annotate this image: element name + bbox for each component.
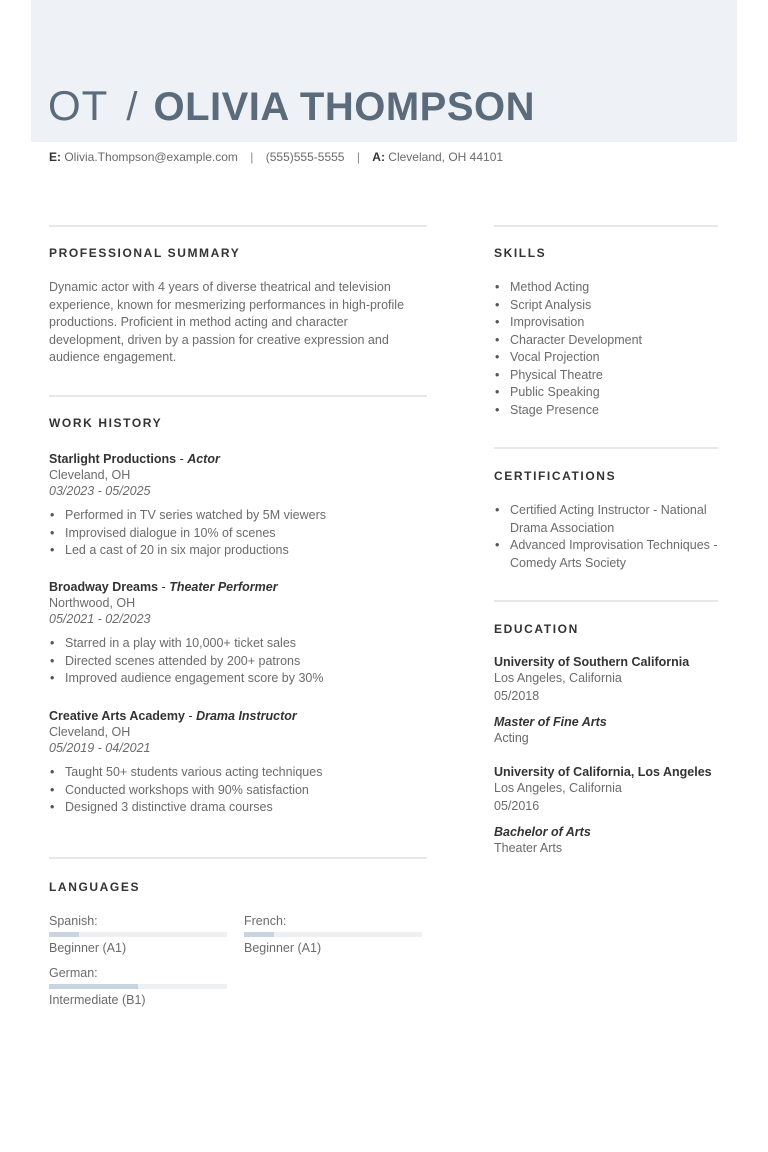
job-bullets [49, 764, 427, 817]
education-school: University of Southern California [494, 655, 690, 669]
languages-heading: LANGUAGES [49, 880, 141, 894]
list-item: • Designed 3 distinctive drama courses [49, 799, 427, 817]
phone[interactable]: (555)555-5555 [265, 150, 345, 164]
section-divider [494, 600, 718, 602]
education-date: 05/2016 [494, 799, 540, 813]
job-company: Creative Arts Academy [49, 709, 185, 723]
list-item: • Improvised dialogue in 10% of scenes [49, 525, 427, 543]
education-degree: Master of Fine Arts [494, 715, 607, 729]
address-label: A: [372, 150, 385, 164]
education-field: Theater Arts [494, 841, 563, 855]
language-level: Beginner (A1) [244, 941, 322, 955]
initials: OT [48, 82, 109, 129]
job-bullets [49, 635, 427, 688]
list-item: • Stage Presence [494, 402, 718, 420]
name-line [48, 82, 535, 132]
list-item: • Method Acting [494, 279, 718, 297]
education-school: University of California, Los Angeles [494, 765, 712, 779]
language-bar-fill [49, 984, 138, 989]
education-date: 05/2018 [494, 689, 540, 703]
language-level: Intermediate (B1) [49, 993, 146, 1007]
work-history-heading: WORK HISTORY [49, 416, 163, 430]
list-item: • Performed in TV series watched by 5M viewers [49, 507, 427, 525]
job-title-line [49, 580, 427, 594]
name-separator: / [126, 85, 138, 129]
list-item: • Advanced Improvisation Techniques - Comedy Arts Society [494, 537, 718, 572]
job-entry [49, 580, 427, 688]
contact-separator: | [250, 150, 254, 164]
job-bullets [49, 507, 427, 560]
language-item [244, 914, 422, 955]
list-item: • Conducted workshops with 90% satisfaction [49, 782, 427, 800]
language-bar [244, 932, 422, 937]
list-item: • Directed scenes attended by 200+ patrons [49, 653, 427, 671]
list-item: • Physical Theatre [494, 367, 718, 385]
list-item: • Character Development [494, 332, 718, 350]
list-item: • Starred in a play with 10,000+ ticket sales [49, 635, 427, 653]
job-dates: 05/2019 - 04/2021 [49, 741, 151, 755]
certifications-heading: CERTIFICATIONS [494, 469, 617, 483]
language-item [49, 914, 227, 955]
job-dates: 03/2023 - 05/2025 [49, 484, 151, 498]
list-item: • Improved audience engagement score by 30% [49, 670, 427, 688]
email[interactable]: Olivia.Thompson@example.com [64, 150, 238, 164]
job-location: Northwood, OH [49, 596, 136, 610]
contact-line [49, 150, 503, 164]
education-heading: EDUCATION [494, 622, 579, 636]
language-name: French: [244, 914, 287, 928]
education-location: Los Angeles, California [494, 781, 622, 795]
section-divider [49, 225, 427, 227]
education-entry [494, 655, 718, 747]
job-dash: - [184, 709, 197, 723]
list-item: • Script Analysis [494, 297, 718, 315]
section-divider [49, 395, 427, 397]
list-item: • Taught 50+ students various acting techniques [49, 764, 427, 782]
skills-heading: SKILLS [494, 246, 547, 260]
job-location: Cleveland, OH [49, 725, 131, 739]
job-dash: - [158, 580, 170, 594]
job-dash: - [176, 452, 188, 466]
job-title-line [49, 709, 427, 723]
language-bar [49, 984, 227, 989]
education-field: Acting [494, 731, 529, 745]
education-entry [494, 765, 718, 857]
job-company: Starlight Productions [49, 452, 177, 466]
job-company: Broadway Dreams [49, 580, 159, 594]
language-level: Beginner (A1) [49, 941, 127, 955]
certifications-list [494, 502, 718, 572]
language-item [49, 966, 227, 1007]
education-location: Los Angeles, California [494, 671, 622, 685]
summary-heading: PROFESSIONAL SUMMARY [49, 246, 241, 260]
section-divider [494, 447, 718, 449]
job-role: Drama Instructor [196, 709, 297, 723]
job-entry [49, 709, 427, 817]
language-name: Spanish: [49, 914, 98, 928]
language-name: German: [49, 966, 98, 980]
job-role: Theater Performer [169, 580, 278, 594]
job-role: Actor [187, 452, 220, 466]
list-item: • Certified Acting Instructor - National Drama Association [494, 502, 718, 537]
section-divider [49, 857, 427, 859]
job-location: Cleveland, OH [49, 468, 131, 482]
language-bar-fill [49, 932, 79, 937]
summary-text: Dynamic actor with 4 years of diverse theatrical and television experience, known for mesmerizing performances in high-profile productions. Proficient in method acting and character development, driven by a passion for creative expression and audience engagement. [49, 280, 405, 364]
education-degree: Bachelor of Arts [494, 825, 591, 839]
job-dates: 05/2021 - 02/2023 [49, 612, 151, 626]
list-item: • Improvisation [494, 314, 718, 332]
list-item: • Vocal Projection [494, 349, 718, 367]
job-entry [49, 452, 427, 560]
language-bar-fill [244, 932, 274, 937]
list-item: • Led a cast of 20 in six major productions [49, 542, 427, 560]
section-divider [494, 225, 718, 227]
contact-separator: | [356, 150, 360, 164]
list-item: • Public Speaking [494, 384, 718, 402]
job-title-line [49, 452, 427, 466]
skills-list [494, 279, 718, 419]
language-bar [49, 932, 227, 937]
address: Cleveland, OH 44101 [388, 150, 504, 164]
email-label: E: [49, 150, 61, 164]
full-name: OLIVIA THOMPSON [153, 85, 536, 129]
